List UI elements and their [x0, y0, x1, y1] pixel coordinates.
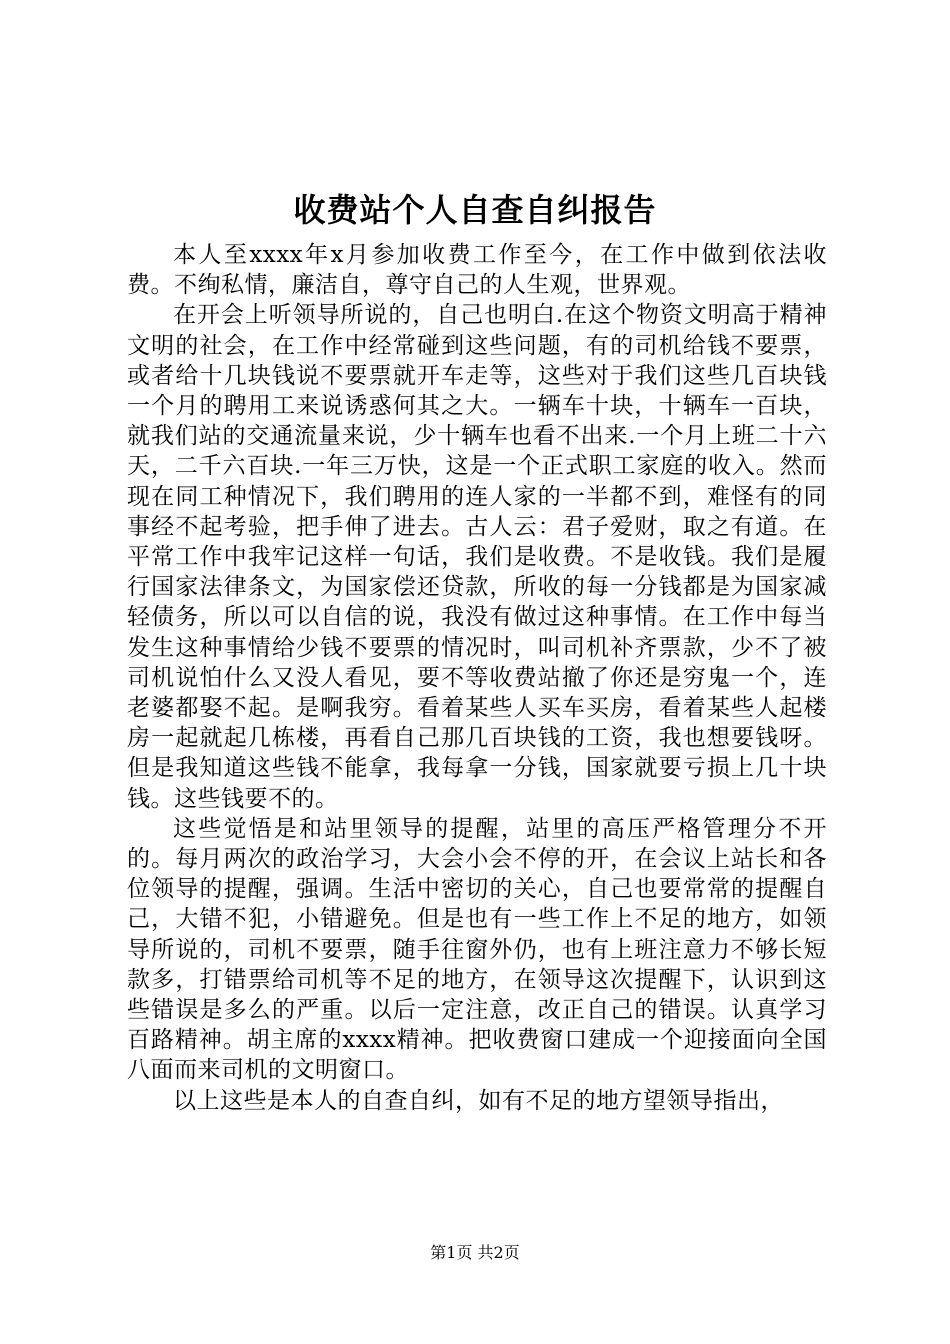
paragraph-1: 本人至xxxx年x月参加收费工作至今，在工作中做到依法收费。不绚私情，廉洁自，尊守自己的人生观，世界观。: [127, 242, 827, 299]
page-number-footer: 第1页 共2页: [430, 1243, 520, 1262]
paragraph-4: 以上这些是本人的自查自纠，如有不足的地方望领导指出，: [173, 1087, 784, 1114]
paragraph-2: 在开会上听领导所说的，自己也明白.在这个物资文明高于精神文明的社会，在工作中经常碰到这些问题，有的司机给钱不要票，或者给十几块钱说不要票就开车走等，这些对于我们这些几百块钱一个月的聘用工来说诱惑何其之大。一辆车十块，十辆车一百块，就我们站的交通流量来说，少十辆车也看不出来.一个月上班二十六天，二千六百块.一年三万快，这是一个正式职工家庭的收入。然而现在同工种情况下，我们聘用的连人家的一半都不到，难怪有的同事经不起考验，把手伸了进去。古人云：君子爱财，取之有道。在平常工作中我牢记这样一句话，我们是收费。不是收钱。我们是履行国家法律条文，为国家偿还贷款，所收的每一分钱都是为国家减轻债务，所以可以自信的说，我没有做过这种事情。在工作中每当发生这种事情给少钱不要票的情况时，叫司机补齐票款，少不了被司机说怕什么又没人看见，要不等收费站撤了你还是穷鬼一个，连老婆都娶不起。是啊我穷。看着某些人买车买房，看着某些人起楼房一起就起几栋楼，再看自己那几百块钱的工资，我也想要钱呀。但是我知道这些钱不能拿，我每拿一分钱，国家就要亏损上几十块钱。这些钱要不的。: [127, 302, 827, 812]
paragraph-3: 这些觉悟是和站里领导的提醒，站里的高压严格管理分不开的。每月两次的政治学习，大会小会不停的开，在会议上站长和各位领导的提醒，强调。生活中密切的关心，自己也要常常的提醒自己，大错不犯，小错避免。但是也有一些工作上不足的地方，如领导所说的，司机不要票，随手往窗外仍，也有上班注意力不够长短款多，打错票给司机等不足的地方，在领导这次提醒下，认识到这些错误是多么的严重。以后一定注意，改正自己的错误。认真学习百路精神。胡主席的xxxx精神。把收费窗口建成一个迎接面向全国八面而来司机的文明窗口。: [127, 815, 827, 1084]
document-body: [127, 240, 827, 1116]
document-title: 收费站个人自查自纠报告: [293, 191, 657, 229]
